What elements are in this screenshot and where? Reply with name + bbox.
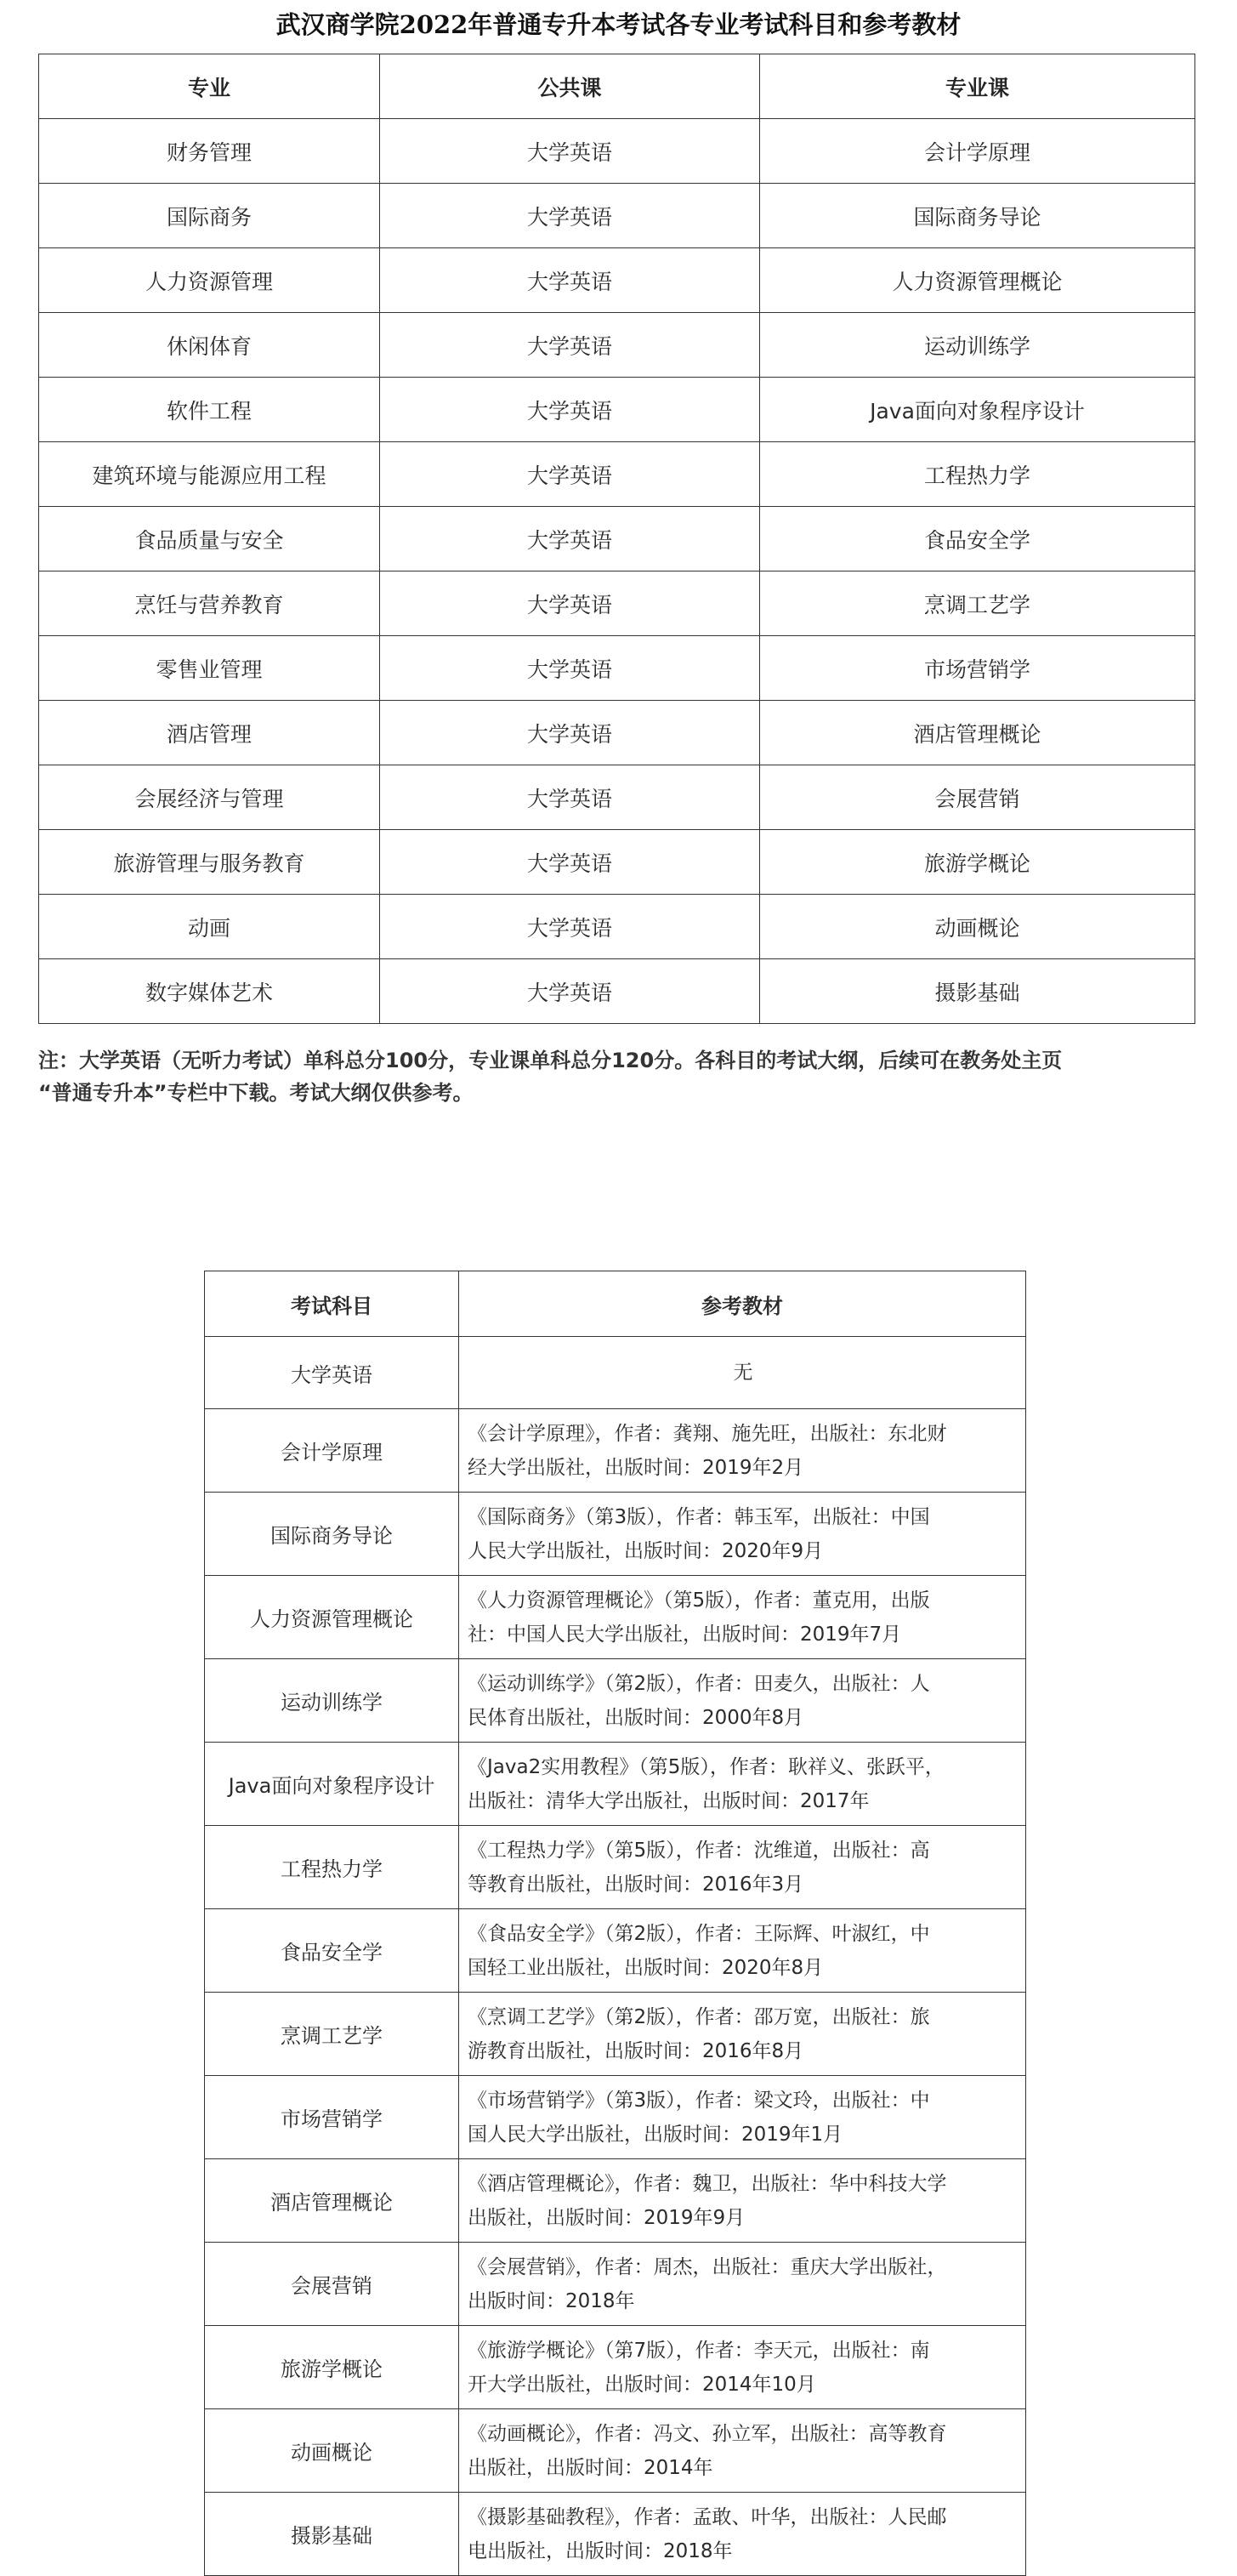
reference-textbook-cell: [459, 1576, 1026, 1659]
textbook-line: 电出版社，出版时间：2018年: [468, 2539, 733, 2562]
column-header-major: 专业: [39, 54, 380, 119]
exam-subject-cell: 食品安全学: [205, 1909, 459, 1993]
exam-subject-cell: 会计学原理: [205, 1409, 459, 1493]
major-course-cell: Java面向对象程序设计: [760, 378, 1195, 442]
major-course-cell: 烹调工艺学: [760, 571, 1195, 636]
public-course-cell: 大学英语: [380, 507, 760, 571]
reference-textbook-cell: [459, 1493, 1026, 1576]
textbook-line: 出版时间：2018年: [468, 2289, 635, 2312]
table-row: [39, 571, 1195, 636]
table-row: [205, 1659, 1026, 1743]
public-course-cell: 大学英语: [380, 636, 760, 701]
exam-subject-cell: Java面向对象程序设计: [205, 1743, 459, 1826]
reference-textbook-cell: [459, 1337, 1026, 1409]
textbook-line: 开大学出版社，出版时间：2014年10月: [468, 2373, 816, 2396]
exam-subject-cell: 国际商务导论: [205, 1493, 459, 1576]
table-row: [205, 2243, 1026, 2326]
table-row: [39, 636, 1195, 701]
reference-textbook-cell: [459, 1659, 1026, 1743]
public-course-cell: 大学英语: [380, 765, 760, 830]
textbook-line: 《摄影基础教程》，作者：孟敢、叶华，出版社：人民邮: [468, 2505, 947, 2528]
public-course-cell: 大学英语: [380, 701, 760, 765]
major-course-cell: 食品安全学: [760, 507, 1195, 571]
major-course-cell: 会展营销: [760, 765, 1195, 830]
table-row: [205, 2076, 1026, 2159]
major-cell: 建筑环境与能源应用工程: [39, 442, 380, 507]
major-cell: 零售业管理: [39, 636, 380, 701]
major-course-cell: 摄影基础: [760, 959, 1195, 1024]
table-row: [205, 2409, 1026, 2493]
table-header-row: [205, 1271, 1026, 1337]
public-course-cell: 大学英语: [380, 895, 760, 959]
table-header-row: [39, 54, 1195, 119]
textbook-line: 《会展营销》，作者：周杰，出版社：重庆大学出版社，: [468, 2255, 947, 2278]
textbook-line: 出版社，出版时间：2019年9月: [468, 2206, 746, 2229]
textbook-line: 社：中国人民大学出版社，出版时间：2019年7月: [468, 1623, 902, 1646]
reference-textbook-cell: [459, 1409, 1026, 1493]
major-course-cell: 市场营销学: [760, 636, 1195, 701]
table-row: [39, 248, 1195, 313]
table-row: [205, 2493, 1026, 2576]
exam-subject-cell: 大学英语: [205, 1337, 459, 1409]
major-cell: 食品质量与安全: [39, 507, 380, 571]
exam-subject-cell: 摄影基础: [205, 2493, 459, 2576]
table-row: [205, 1826, 1026, 1909]
table-row: [205, 2159, 1026, 2243]
major-course-cell: 会计学原理: [760, 119, 1195, 184]
major-course-cell: 人力资源管理概论: [760, 248, 1195, 313]
textbook-line: 人民大学出版社，出版时间：2020年9月: [468, 1539, 824, 1562]
table-row: [39, 378, 1195, 442]
public-course-cell: 大学英语: [380, 119, 760, 184]
exam-subject-cell: 工程热力学: [205, 1826, 459, 1909]
reference-textbook-cell: [459, 1909, 1026, 1993]
table-row: [39, 442, 1195, 507]
public-course-cell: 大学英语: [380, 378, 760, 442]
public-course-cell: 大学英语: [380, 184, 760, 248]
textbook-line: 《会计学原理》，作者：龚翔、施先旺，出版社：东北财: [468, 1422, 947, 1445]
table-row: [205, 1493, 1026, 1576]
public-course-cell: 大学英语: [380, 248, 760, 313]
column-header-reference-textbook: 参考教材: [459, 1271, 1026, 1337]
exam-subject-cell: 动画概论: [205, 2409, 459, 2493]
reference-textbook-cell: [459, 2326, 1026, 2409]
major-cell: 数字媒体艺术: [39, 959, 380, 1024]
major-cell: 国际商务: [39, 184, 380, 248]
public-course-cell: 大学英语: [380, 442, 760, 507]
textbook-line: 《Java2实用教程》（第5版），作者：耿祥义、张跃平，: [468, 1755, 945, 1778]
table-row: [39, 184, 1195, 248]
table-row: [205, 1993, 1026, 2076]
textbook-line: 《动画概论》，作者：冯文、孙立军，出版社：高等教育: [468, 2422, 947, 2445]
table-row: [39, 507, 1195, 571]
textbook-line: 《人力资源管理概论》（第5版），作者：董克用，出版: [468, 1589, 930, 1612]
note-line-1: 注：大学英语（无听力考试）单科总分100分，专业课单科总分120分。各科目的考试大纲，后续可在教务处主页: [38, 1049, 1063, 1072]
textbook-line: 《旅游学概论》（第7版），作者：李天元，出版社：南: [468, 2339, 930, 2362]
public-course-cell: 大学英语: [380, 959, 760, 1024]
table-row: [39, 895, 1195, 959]
public-course-cell: 大学英语: [380, 830, 760, 895]
textbook-line: 游教育出版社，出版时间：2016年8月: [468, 2039, 804, 2062]
table-row: [39, 119, 1195, 184]
exam-subject-cell: 人力资源管理概论: [205, 1576, 459, 1659]
reference-textbook-cell: [459, 2076, 1026, 2159]
textbook-line: 《市场营销学》（第3版），作者：梁文玲，出版社：中: [468, 2089, 930, 2112]
major-cell: 旅游管理与服务教育: [39, 830, 380, 895]
textbook-line: 《食品安全学》（第2版），作者：王际辉、叶淑红，中: [468, 1922, 930, 1945]
major-course-cell: 工程热力学: [760, 442, 1195, 507]
reference-textbook-cell: [459, 2493, 1026, 2576]
exam-subject-cell: 市场营销学: [205, 2076, 459, 2159]
reference-textbook-cell: [459, 2243, 1026, 2326]
table-row: [205, 1409, 1026, 1493]
reference-textbook-cell: [459, 1743, 1026, 1826]
major-cell: 酒店管理: [39, 701, 380, 765]
textbook-line: 《烹调工艺学》（第2版），作者：邵万宽，出版社：旅: [468, 2005, 930, 2028]
page-title: 武汉商学院2022年普通专升本考试各专业考试科目和参考教材: [275, 10, 962, 39]
reference-textbook-cell: [459, 1993, 1026, 2076]
textbook-line: 民体育出版社，出版时间：2000年8月: [468, 1706, 804, 1729]
textbook-line: 《运动训练学》（第2版），作者：田麦久，出版社：人: [468, 1672, 930, 1695]
major-cell: 人力资源管理: [39, 248, 380, 313]
textbook-line: 《工程热力学》（第5版），作者：沈维道，出版社：高: [468, 1839, 930, 1862]
major-course-cell: 旅游学概论: [760, 830, 1195, 895]
major-course-cell: 酒店管理概论: [760, 701, 1195, 765]
majors-subjects-table: [38, 54, 1195, 1024]
textbook-line: 国轻工业出版社，出版时间：2020年8月: [468, 1956, 824, 1979]
reference-textbook-cell: [459, 2159, 1026, 2243]
table-row: [39, 959, 1195, 1024]
textbook-line: 出版社：清华大学出版社，出版时间：2017年: [468, 1789, 870, 1812]
exam-subject-cell: 旅游学概论: [205, 2326, 459, 2409]
exam-subject-cell: 运动训练学: [205, 1659, 459, 1743]
textbook-line: 《酒店管理概论》，作者：魏卫，出版社：华中科技大学: [468, 2172, 947, 2195]
table-row: [205, 1576, 1026, 1659]
table-row: [39, 313, 1195, 378]
major-course-cell: 国际商务导论: [760, 184, 1195, 248]
table-row: [205, 1337, 1026, 1409]
exam-note: [38, 1044, 1203, 1109]
major-cell: 动画: [39, 895, 380, 959]
column-header-public-course: 公共课: [380, 54, 760, 119]
note-line-2: “普通专升本”专栏中下载。考试大纲仅供参考。: [38, 1081, 474, 1105]
reference-textbook-cell: [459, 1826, 1026, 1909]
table-row: [39, 830, 1195, 895]
major-course-cell: 运动训练学: [760, 313, 1195, 378]
reference-textbook-cell: [459, 2409, 1026, 2493]
textbook-line: 等教育出版社，出版时间：2016年3月: [468, 1873, 804, 1896]
textbook-line: 《国际商务》（第3版），作者：韩玉军，出版社：中国: [468, 1505, 930, 1528]
major-cell: 会展经济与管理: [39, 765, 380, 830]
reference-textbooks-table: [204, 1271, 1026, 2576]
major-cell: 软件工程: [39, 378, 380, 442]
table-row: [205, 2326, 1026, 2409]
textbook-line: 出版社，出版时间：2014年: [468, 2456, 713, 2479]
major-course-cell: 动画概论: [760, 895, 1195, 959]
exam-subject-cell: 会展营销: [205, 2243, 459, 2326]
exam-subject-cell: 酒店管理概论: [205, 2159, 459, 2243]
exam-subject-cell: 烹调工艺学: [205, 1993, 459, 2076]
major-cell: 休闲体育: [39, 313, 380, 378]
table-row: [39, 765, 1195, 830]
table-row: [205, 1743, 1026, 1826]
textbook-line: 无: [733, 1362, 753, 1384]
table-row: [39, 701, 1195, 765]
textbook-line: 经大学出版社，出版时间：2019年2月: [468, 1456, 804, 1479]
table-row: [205, 1909, 1026, 1993]
public-course-cell: 大学英语: [380, 571, 760, 636]
major-cell: 财务管理: [39, 119, 380, 184]
major-cell: 烹饪与营养教育: [39, 571, 380, 636]
public-course-cell: 大学英语: [380, 313, 760, 378]
column-header-major-course: 专业课: [760, 54, 1195, 119]
column-header-exam-subject: 考试科目: [205, 1271, 459, 1337]
textbook-line: 国人民大学出版社，出版时间：2019年1月: [468, 2123, 843, 2146]
